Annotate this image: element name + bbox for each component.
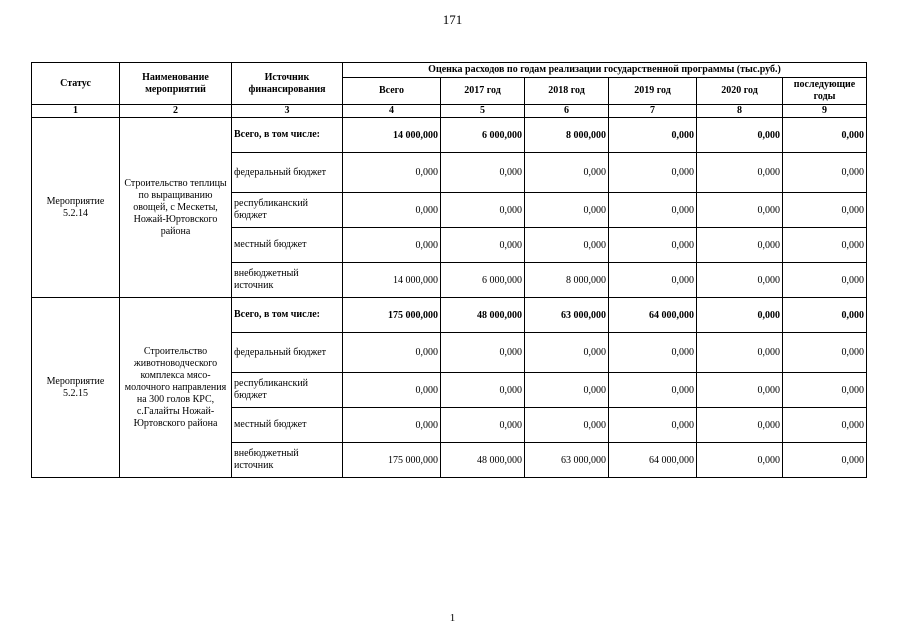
column-number: 1 — [32, 105, 120, 118]
column-number: 8 — [697, 105, 783, 118]
amount-cell: 0,000 — [441, 373, 525, 408]
event-status: Мероприятие 5.2.15 — [32, 298, 120, 478]
column-number: 5 — [441, 105, 525, 118]
event-status: Мероприятие 5.2.14 — [32, 118, 120, 298]
amount-cell: 0,000 — [783, 153, 867, 193]
amount-cell: 0,000 — [783, 118, 867, 153]
amount-cell: 64 000,000 — [609, 298, 697, 333]
header-later-years: последующие годы — [783, 78, 867, 105]
amount-cell: 0,000 — [609, 153, 697, 193]
header-2019: 2019 год — [609, 78, 697, 105]
amount-cell: 0,000 — [609, 263, 697, 298]
header-event-name: Наименование мероприятий — [120, 63, 232, 105]
column-number-row — [32, 105, 867, 118]
amount-cell: 0,000 — [525, 373, 609, 408]
event-name: Строительство теплицы по выращиванию овощей, с Мескеты, Ножай-Юртовского района — [120, 118, 232, 298]
column-number: 4 — [343, 105, 441, 118]
amount-cell: 0,000 — [697, 263, 783, 298]
amount-cell: 0,000 — [697, 408, 783, 443]
column-number: 3 — [232, 105, 343, 118]
amount-cell: 0,000 — [697, 443, 783, 478]
amount-cell: 0,000 — [525, 153, 609, 193]
amount-cell: 0,000 — [525, 408, 609, 443]
header-estimate-group: Оценка расходов по годам реализации государственной программы (тыс.руб.) — [343, 63, 867, 78]
amount-cell: 0,000 — [343, 333, 441, 373]
amount-cell: 0,000 — [697, 118, 783, 153]
funding-source: республиканский бюджет — [232, 193, 343, 228]
amount-cell: 0,000 — [609, 228, 697, 263]
amount-cell: 64 000,000 — [609, 443, 697, 478]
event-name: Строительство животноводческого комплекса мясо-молочного направления на 300 голов КРС, с.Галайты Ножай-Юртовского района — [120, 298, 232, 478]
amount-cell: 0,000 — [783, 228, 867, 263]
column-number: 9 — [783, 105, 867, 118]
amount-cell: 0,000 — [783, 263, 867, 298]
amount-cell: 0,000 — [525, 333, 609, 373]
header-status: Статус — [32, 63, 120, 105]
header-2020: 2020 год — [697, 78, 783, 105]
amount-cell: 0,000 — [441, 408, 525, 443]
amount-cell: 0,000 — [343, 373, 441, 408]
amount-cell: 0,000 — [609, 373, 697, 408]
amount-cell: 48 000,000 — [441, 443, 525, 478]
page-number: 171 — [442, 12, 463, 27]
amount-cell: 0,000 — [783, 193, 867, 228]
amount-cell: 6 000,000 — [441, 118, 525, 153]
funding-source: Всего, в том числе: — [232, 298, 343, 333]
amount-cell: 0,000 — [343, 193, 441, 228]
funding-source: внебюджетный источник — [232, 443, 343, 478]
column-number: 2 — [120, 105, 232, 118]
amount-cell: 0,000 — [697, 333, 783, 373]
amount-cell: 6 000,000 — [441, 263, 525, 298]
amount-cell: 175 000,000 — [343, 443, 441, 478]
amount-cell: 0,000 — [697, 193, 783, 228]
funding-source: федеральный бюджет — [232, 333, 343, 373]
header-2018: 2018 год — [525, 78, 609, 105]
column-number: 7 — [609, 105, 697, 118]
amount-cell: 0,000 — [697, 298, 783, 333]
funding-source: внебюджетный источник — [232, 263, 343, 298]
header-2017: 2017 год — [441, 78, 525, 105]
amount-cell: 0,000 — [783, 333, 867, 373]
amount-cell: 0,000 — [609, 408, 697, 443]
table-row — [32, 118, 867, 153]
amount-cell: 0,000 — [343, 408, 441, 443]
amount-cell: 0,000 — [783, 373, 867, 408]
amount-cell: 0,000 — [525, 193, 609, 228]
amount-cell: 0,000 — [783, 408, 867, 443]
amount-cell: 63 000,000 — [525, 298, 609, 333]
amount-cell: 0,000 — [441, 333, 525, 373]
amount-cell: 0,000 — [609, 333, 697, 373]
amount-cell: 63 000,000 — [525, 443, 609, 478]
amount-cell: 0,000 — [697, 373, 783, 408]
funding-source: местный бюджет — [232, 228, 343, 263]
amount-cell: 0,000 — [343, 228, 441, 263]
header-source: Источник финансирования — [232, 63, 343, 105]
amount-cell: 0,000 — [697, 153, 783, 193]
funding-source: федеральный бюджет — [232, 153, 343, 193]
amount-cell: 0,000 — [441, 228, 525, 263]
amount-cell: 0,000 — [441, 153, 525, 193]
funding-source: местный бюджет — [232, 408, 343, 443]
table-row — [32, 298, 867, 333]
amount-cell: 14 000,000 — [343, 263, 441, 298]
amount-cell: 48 000,000 — [441, 298, 525, 333]
amount-cell: 0,000 — [783, 298, 867, 333]
amount-cell: 0,000 — [343, 153, 441, 193]
funding-source: Всего, в том числе: — [232, 118, 343, 153]
amount-cell: 0,000 — [697, 228, 783, 263]
header-total: Всего — [343, 78, 441, 105]
amount-cell: 8 000,000 — [525, 118, 609, 153]
amount-cell: 8 000,000 — [525, 263, 609, 298]
amount-cell: 0,000 — [609, 118, 697, 153]
bottom-mark: 1 — [449, 612, 456, 624]
amount-cell: 0,000 — [783, 443, 867, 478]
column-number: 6 — [525, 105, 609, 118]
amount-cell: 0,000 — [441, 193, 525, 228]
amount-cell: 0,000 — [525, 228, 609, 263]
amount-cell: 0,000 — [609, 193, 697, 228]
amount-cell: 14 000,000 — [343, 118, 441, 153]
funding-source: республиканский бюджет — [232, 373, 343, 408]
amount-cell: 175 000,000 — [343, 298, 441, 333]
budget-table — [31, 62, 867, 478]
